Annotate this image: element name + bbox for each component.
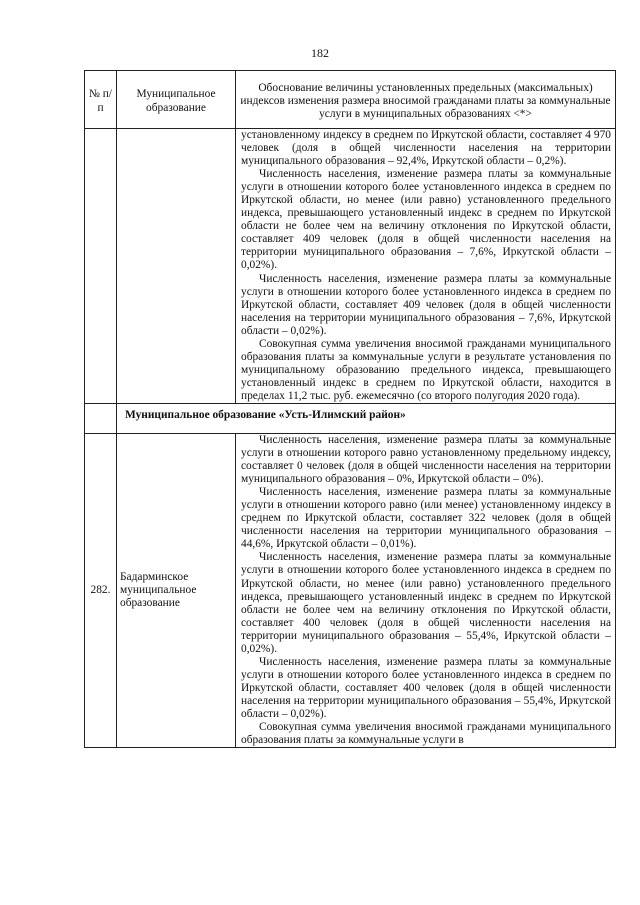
paragraph: Численность населения, изменение размера платы за коммунальные услуги в отношении которого равно (или менее) установленному индексу в среднем по Иркутской области, составляет 322 человек (доля в общей численности населения на территории муниципального образования – 44,6%, Иркутской области – 0,01%). xyxy=(241,486,611,551)
tariff-index-table xyxy=(84,70,616,748)
paragraph: Численность населения, изменение размера платы за коммунальные услуги в отношении которого более установленного индекса в среднем по Иркутской области, составляет 409 человек (доля в общей численности населения на территории муниципального образования – 7,6%, Иркутской области – 0,02%). xyxy=(241,272,611,337)
table-row-continued xyxy=(85,129,616,404)
paragraph: установленному индексу в среднем по Иркутской области, составляет 4 970 человек (доля в общей численности населения на территории муниципального образования – 92,4%, Иркутской области – 0,2%). xyxy=(241,129,611,168)
continued-number-cell xyxy=(85,129,117,404)
header-municipality: Муниципальное образование xyxy=(117,71,236,129)
continued-municipality-cell xyxy=(117,129,236,404)
paragraph: Совокупная сумма увеличения вносимой гражданами муниципального образования платы за коммунальные услуги в результате установления по муниципальному образованию предельного индекса, превышающего установленный индекс в среднем по Иркутской области, находится в пределах 11,2 тыс. руб. ежемесячно (со второго полугодия 2020 года). xyxy=(241,337,611,402)
row-number: 282. xyxy=(85,433,117,747)
paragraph: Численность населения, изменение размера платы за коммунальные услуги в отношении которого более установленного индекса в среднем по Иркутской области, но менее (или равно) установленного предельного индекса, превышающего установленный индекс в среднем по Иркутской области не более чем на величину отклонения по Иркутской области, составляет 409 человек (доля в общей численности населения на территории муниципального образования – 7,6%, Иркутской области – 0,02%). xyxy=(241,168,611,272)
paragraph: Численность населения, изменение размера платы за коммунальные услуги в отношении которого равно установленному предельному индексу, составляет 0 человек (доля в общей численности населения на территории муниципального образования – 0%, Иркутской области – 0%). xyxy=(241,433,611,486)
table-header-row xyxy=(85,71,616,129)
table-row-282 xyxy=(85,433,616,747)
header-number: № п/п xyxy=(85,71,117,129)
section-title: Муниципальное образование «Усть-Илимский район» xyxy=(117,403,616,433)
section-empty-cell xyxy=(85,403,117,433)
paragraph: Численность населения, изменение размера платы за коммунальные услуги в отношении которого более установленного индекса в среднем по Иркутской области, составляет 400 человек (доля в общей численности населения на территории муниципального образования – 55,4%, Иркутской области – 0,02%). xyxy=(241,655,611,720)
row-justification-cell xyxy=(236,433,616,747)
page-number: 182 xyxy=(311,46,329,60)
continued-justification-cell xyxy=(236,129,616,404)
paragraph: Совокупная сумма увеличения вносимой гражданами муниципального образования платы за коммунальные услуги в xyxy=(241,721,611,747)
row-municipality: Бадарминское муниципальное образование xyxy=(117,433,236,747)
paragraph: Численность населения, изменение размера платы за коммунальные услуги в отношении которого более установленного индекса в среднем по Иркутской области, но менее (или равно) установленного предельного индекса, превышающего установленный индекс в среднем по Иркутской области не более чем на величину отклонения по Иркутской области, составляет 400 человек (доля в общей численности населения на территории муниципального образования – 55,4%, Иркутской области – 0,02%). xyxy=(241,551,611,655)
header-justification: Обоснование величины установленных предельных (максимальных) индексов изменения размера вносимой гражданами платы за коммунальные услуги в муниципальных образованиях <*> xyxy=(236,71,616,129)
section-row xyxy=(85,403,616,433)
